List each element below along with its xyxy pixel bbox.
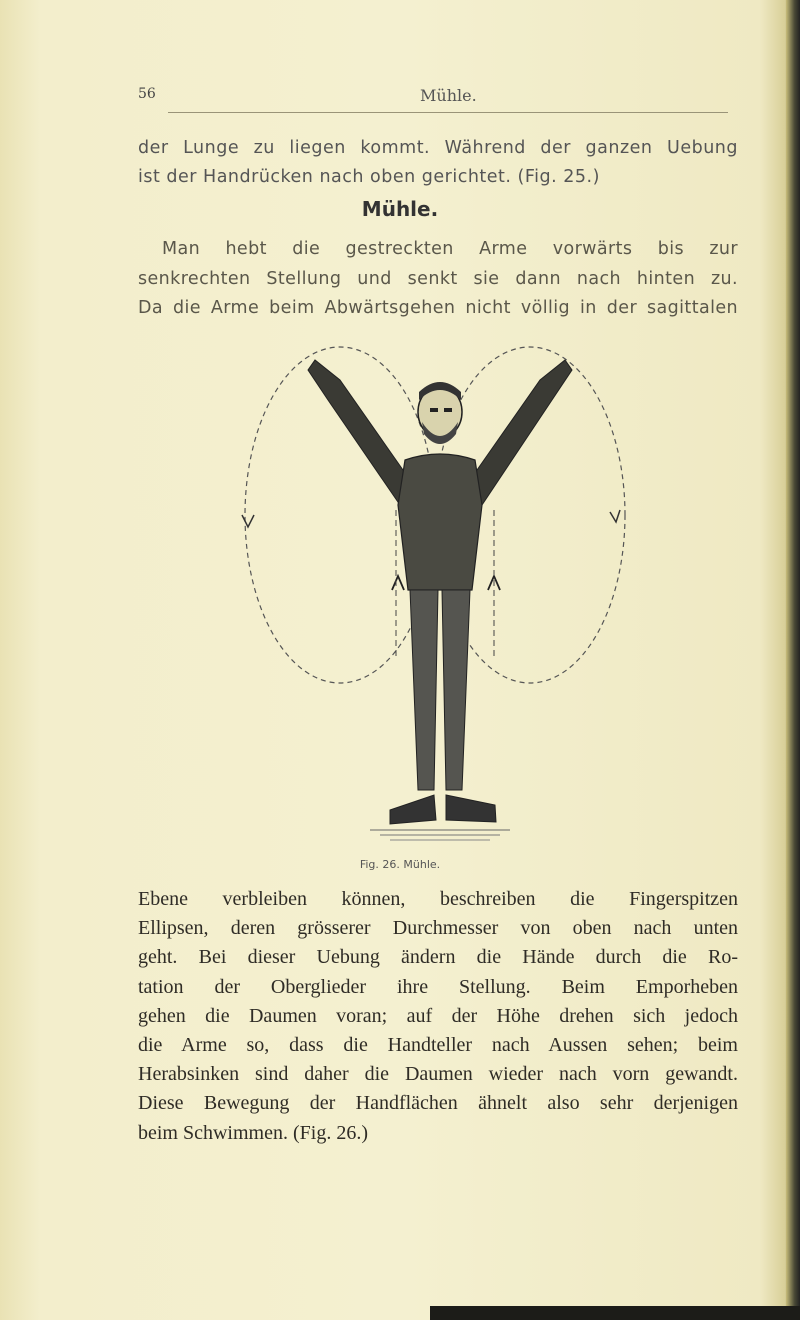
page-number: 56 [138, 86, 156, 102]
body-line: tation der Oberglieder ihre Stellung. Beim Emporheben [138, 975, 738, 998]
right-arrow-icon [610, 510, 620, 522]
running-head: Mühle. [420, 86, 477, 105]
left-arrow-icon [242, 515, 254, 527]
figure-illustration [220, 330, 640, 850]
body-line: gehen die Daumen voran; auf der Höhe drehen sich jedoch [138, 1004, 738, 1027]
section-title: Mühle. [361, 197, 439, 221]
up-arrow-left-icon [392, 576, 404, 590]
header-rule [168, 112, 728, 113]
intro-line: ist der Handrücken nach oben gerichtet. (Fig. 25.) [138, 167, 600, 187]
section-line: Da die Arme beim Abwärtsgehen nicht völlig in der sagittalen [138, 298, 738, 318]
section-line: senkrechten Stellung und senkt sie dann nach hinten zu. [138, 268, 738, 289]
body-paragraph [138, 885, 738, 1148]
section-paragraph [138, 235, 738, 324]
figure-caption: Fig. 26. Mühle. [359, 858, 441, 871]
body-line: Ebene verbleiben können, beschreiben die Fingerspitzen [138, 888, 738, 910]
standing-man-arms-raised-icon [220, 330, 640, 850]
intro-line: der Lunge zu liegen kommt. Während der ganzen Uebung [138, 138, 738, 158]
body-line: Ellipsen, deren grösserer Durchmesser von oben nach unten [138, 917, 738, 940]
body-line: geht. Bei dieser Uebung ändern die Hände durch die Ro- [138, 946, 738, 969]
page-edge-shadow [430, 1306, 800, 1320]
body-line: die Arme so, dass die Handteller nach Aussen sehen; beim [138, 1034, 738, 1057]
intro-paragraph [138, 134, 738, 192]
section-line: Man hebt die gestreckten Arme vorwärts bis zur [162, 239, 738, 259]
book-spine-edge [786, 0, 800, 1320]
body-line: Herabsinken sind daher die Daumen wieder nach vorn gewandt. [138, 1063, 738, 1086]
body-line: beim Schwimmen. (Fig. 26.) [138, 1121, 368, 1144]
body-line: Diese Bewegung der Handflächen ähnelt also sehr derjenigen [138, 1092, 738, 1115]
